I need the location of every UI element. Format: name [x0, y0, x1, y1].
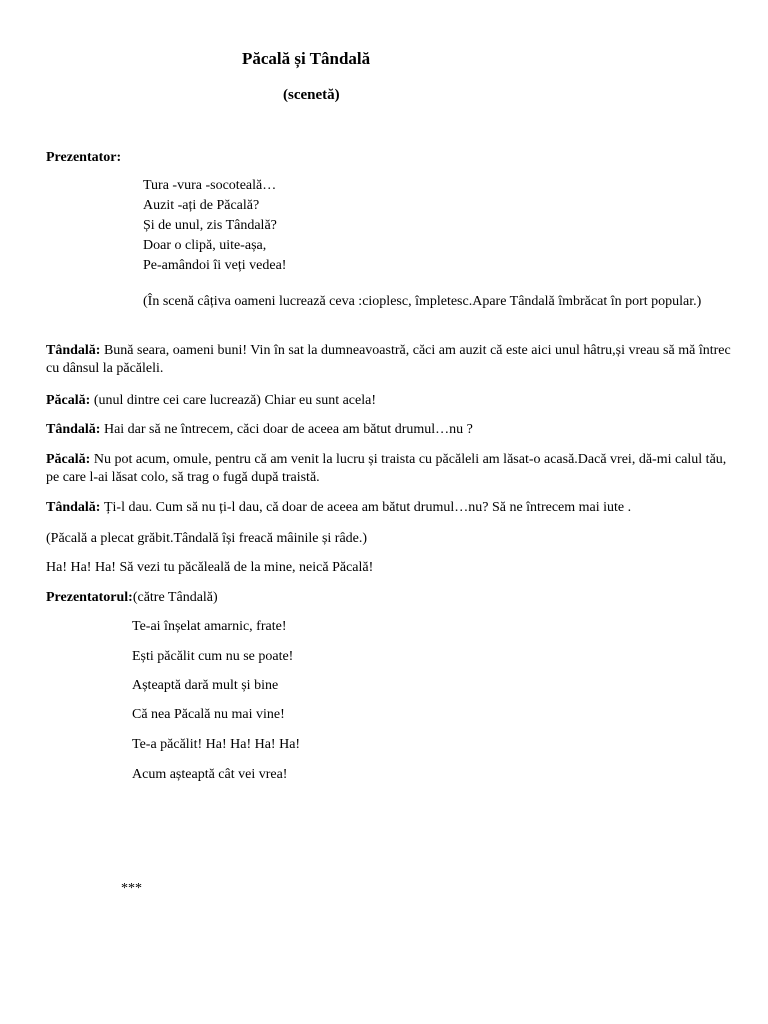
verse-line: Te-a păcălit! Ha! Ha! Ha! Ha! [132, 737, 301, 752]
dialogue-line [46, 451, 736, 487]
speaker-name: Păcală: [46, 452, 91, 467]
stage-direction: (În scenă câțiva oameni lucrează ceva :cioplesc, împletesc.Apare Tândală îmbrăcat în port popular.) [143, 294, 702, 309]
speaker-name: Tândală: [46, 343, 101, 358]
dialogue-text: Hai dar să ne întrecem, căci doar de aceea am bătut drumul…nu ? [100, 422, 473, 437]
dialogue-text: Ți-l dau. Cum să nu ți-l dau, că doar de aceea am bătut drumul…nu? Să ne întrecem mai iute . [100, 500, 632, 515]
verse-line: Pe-amândoi îi veți vedea! [143, 258, 287, 273]
verse-line: Și de unul, zis Tândală? [143, 218, 277, 233]
speaker-name: Tândală: [46, 500, 101, 515]
verse-line: Acum așteaptă cât vei vrea! [132, 767, 288, 782]
dialogue-line [46, 342, 736, 378]
presenter-heading: Prezentator: [46, 150, 122, 165]
document-subtitle: (scenetă) [283, 87, 340, 103]
dialogue-text: Bună seara, oameni buni! Vin în sat la dumneavoastră, căci am auzit că este aici unul hâtru,și vreau să mă întrec cu dânsul la păcăleli. [46, 343, 731, 376]
speaker-name: Prezentatorul: [46, 590, 133, 605]
speaker-name: Tândală: [46, 422, 101, 437]
dialogue-text: (unul dintre cei care lucrează) Chiar eu sunt acela! [90, 393, 377, 408]
verse-line: Că nea Păcală nu mai vine! [132, 707, 285, 722]
end-mark: *** [121, 881, 142, 896]
dialogue-line [46, 392, 736, 410]
dialogue-text: Nu pot acum, omule, pentru că am venit la lucru și traista cu păcăleli am lăsat-o acasă.Dacă vrei, dă-mi calul tău, pe care l-ai lăsat colo, să trag o fugă după traistă. [46, 452, 727, 485]
verse-line: Auzit -ați de Păcală? [143, 198, 260, 213]
dialogue-line [46, 421, 736, 439]
opening-verse [143, 176, 286, 276]
verse-line: Te-ai înșelat amarnic, frate! [132, 619, 287, 634]
stage-direction: (Păcală a plecat grăbit.Tândală își freacă mâinile și râde.) [46, 531, 368, 546]
dialogue-line: Ha! Ha! Ha! Să vezi tu păcăleală de la mine, neică Păcală! [46, 560, 374, 575]
document-title: Păcală și Tândală [242, 49, 371, 68]
verse-line: Tura -vura -socoteală… [143, 178, 277, 193]
verse-line: Așteaptă dară mult și bine [132, 678, 279, 693]
speaker-name: Păcală: [46, 393, 91, 408]
verse-line: Doar o clipă, uite-așa, [143, 238, 267, 253]
verse-line: Ești păcălit cum nu se poate! [132, 649, 294, 664]
dialogue-line [46, 499, 736, 517]
presenter-line [46, 589, 218, 607]
presenter-note: (către Tândală) [132, 590, 218, 605]
